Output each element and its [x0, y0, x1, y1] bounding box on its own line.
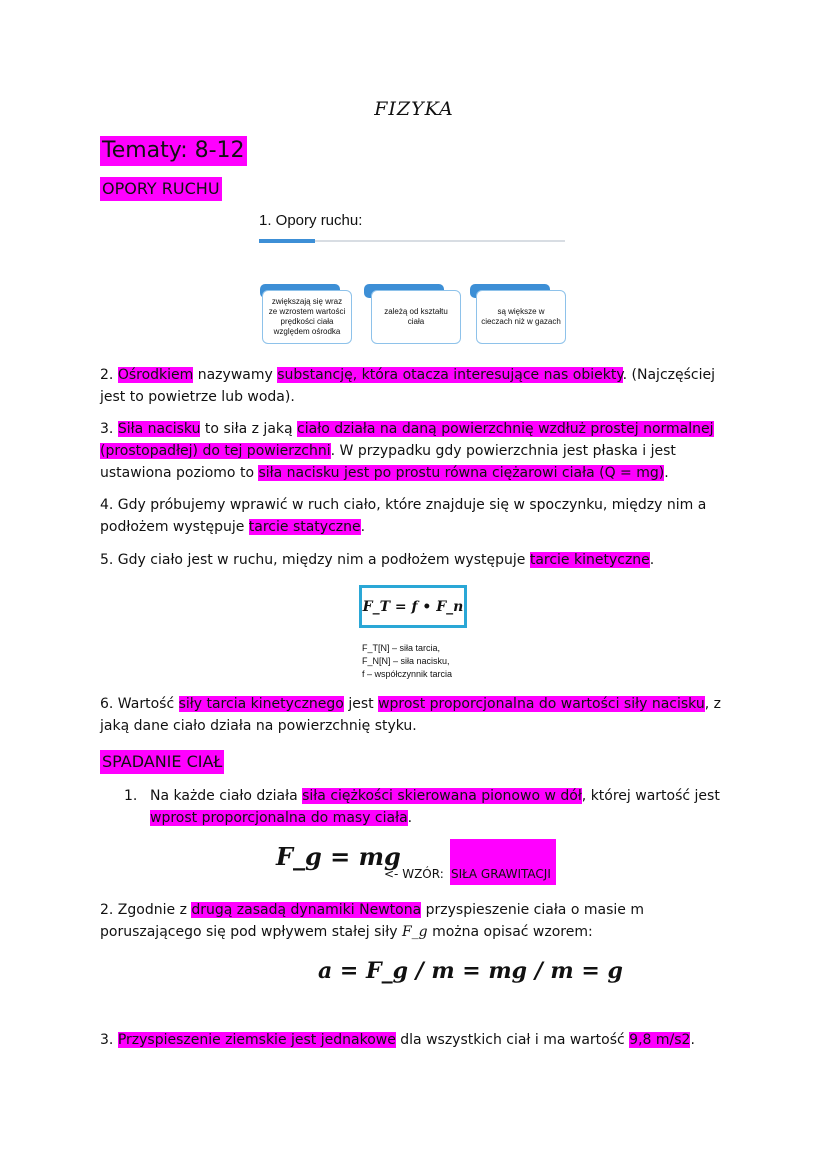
paragraph-6: 6. Wartość siły tarcia kinetycznego jest wprost proporcjonalna do wartości siły nacisku, z jaką dane ciało działa na powierzchnię styku. [100, 696, 721, 734]
divider-accent [259, 239, 315, 243]
section-heading-spadanie: SPADANIE CIAŁ [100, 750, 224, 774]
gravity-formula: F_g = mg [276, 842, 401, 871]
formula-value: SIŁA GRAWITACJI [451, 867, 551, 881]
friction-formula [359, 585, 467, 628]
page-title: FIZYKA [374, 98, 454, 120]
diagram-card-3: są większe w cieczach niż w gazach [476, 290, 566, 344]
acceleration-formula: a = F_g / m = mg / m = g [318, 958, 623, 984]
diagram-card-1: zwiększają się wraz ze wzrostem wartości prędkości ciała względem ośrodka [262, 290, 352, 344]
list-number: 1. [124, 788, 138, 804]
list-heading: 1. Opory ruchu: [259, 212, 363, 229]
friction-formula-text: F_T = f • F_n [362, 598, 464, 615]
paragraph-3: 3. Siła nacisku to siła z jaką ciało działa na daną powierzchnię wzdłuż prostej normalnej (prostopadłej) do tej powierzchni. W przypadku gdy powierzchnia jest płaska i jest ustawiona poziomo to siła nacisku jest po prostu równa ciężarowi ciała (Q = mg). [100, 421, 714, 481]
diagram-card-2: zależą od kształtu ciała [371, 290, 461, 344]
paragraph-s2: 2. Zgodnie z drugą zasadą dynamiki Newtona przyspieszenie ciała o masie m poruszającego się pod wpływem stałej siły F_g można opisać wzorem: [100, 902, 644, 940]
section-heading-opory: OPORY RUCHU [100, 177, 222, 201]
paragraph-s3: 3. Przyspieszenie ziemskie jest jednakowe dla wszystkich ciał i ma wartość 9,8 m/s2. [100, 1032, 695, 1048]
topics-heading: Tematy: 8-12 [100, 136, 247, 166]
paragraph-4: 4. Gdy próbujemy wprawić w ruch ciało, które znajduje się w spoczynku, między nim a podłożem występuje tarcie statyczne. [100, 497, 707, 535]
formula-label: <- WZÓR: [384, 867, 444, 881]
legend-line-2: F_N[N] – siła nacisku, [362, 656, 450, 666]
paragraph-2: 2. Ośrodkiem nazywamy substancję, która otacza interesujące nas obiekty. (Najczęściej jest to powietrze lub woda). [100, 367, 715, 405]
legend-line-3: f – współczynnik tarcia [362, 669, 453, 679]
legend-line-1: F_T[N] – siła tarcia, [362, 643, 441, 653]
list-item-1: Na każde ciało działa siła ciężkości skierowana pionowo w dół, której wartość jest wprost proporcjonalna do masy ciała. [150, 788, 720, 826]
paragraph-5: 5. Gdy ciało jest w ruchu, między nim a podłożem występuje tarcie kinetyczne. [100, 552, 655, 568]
